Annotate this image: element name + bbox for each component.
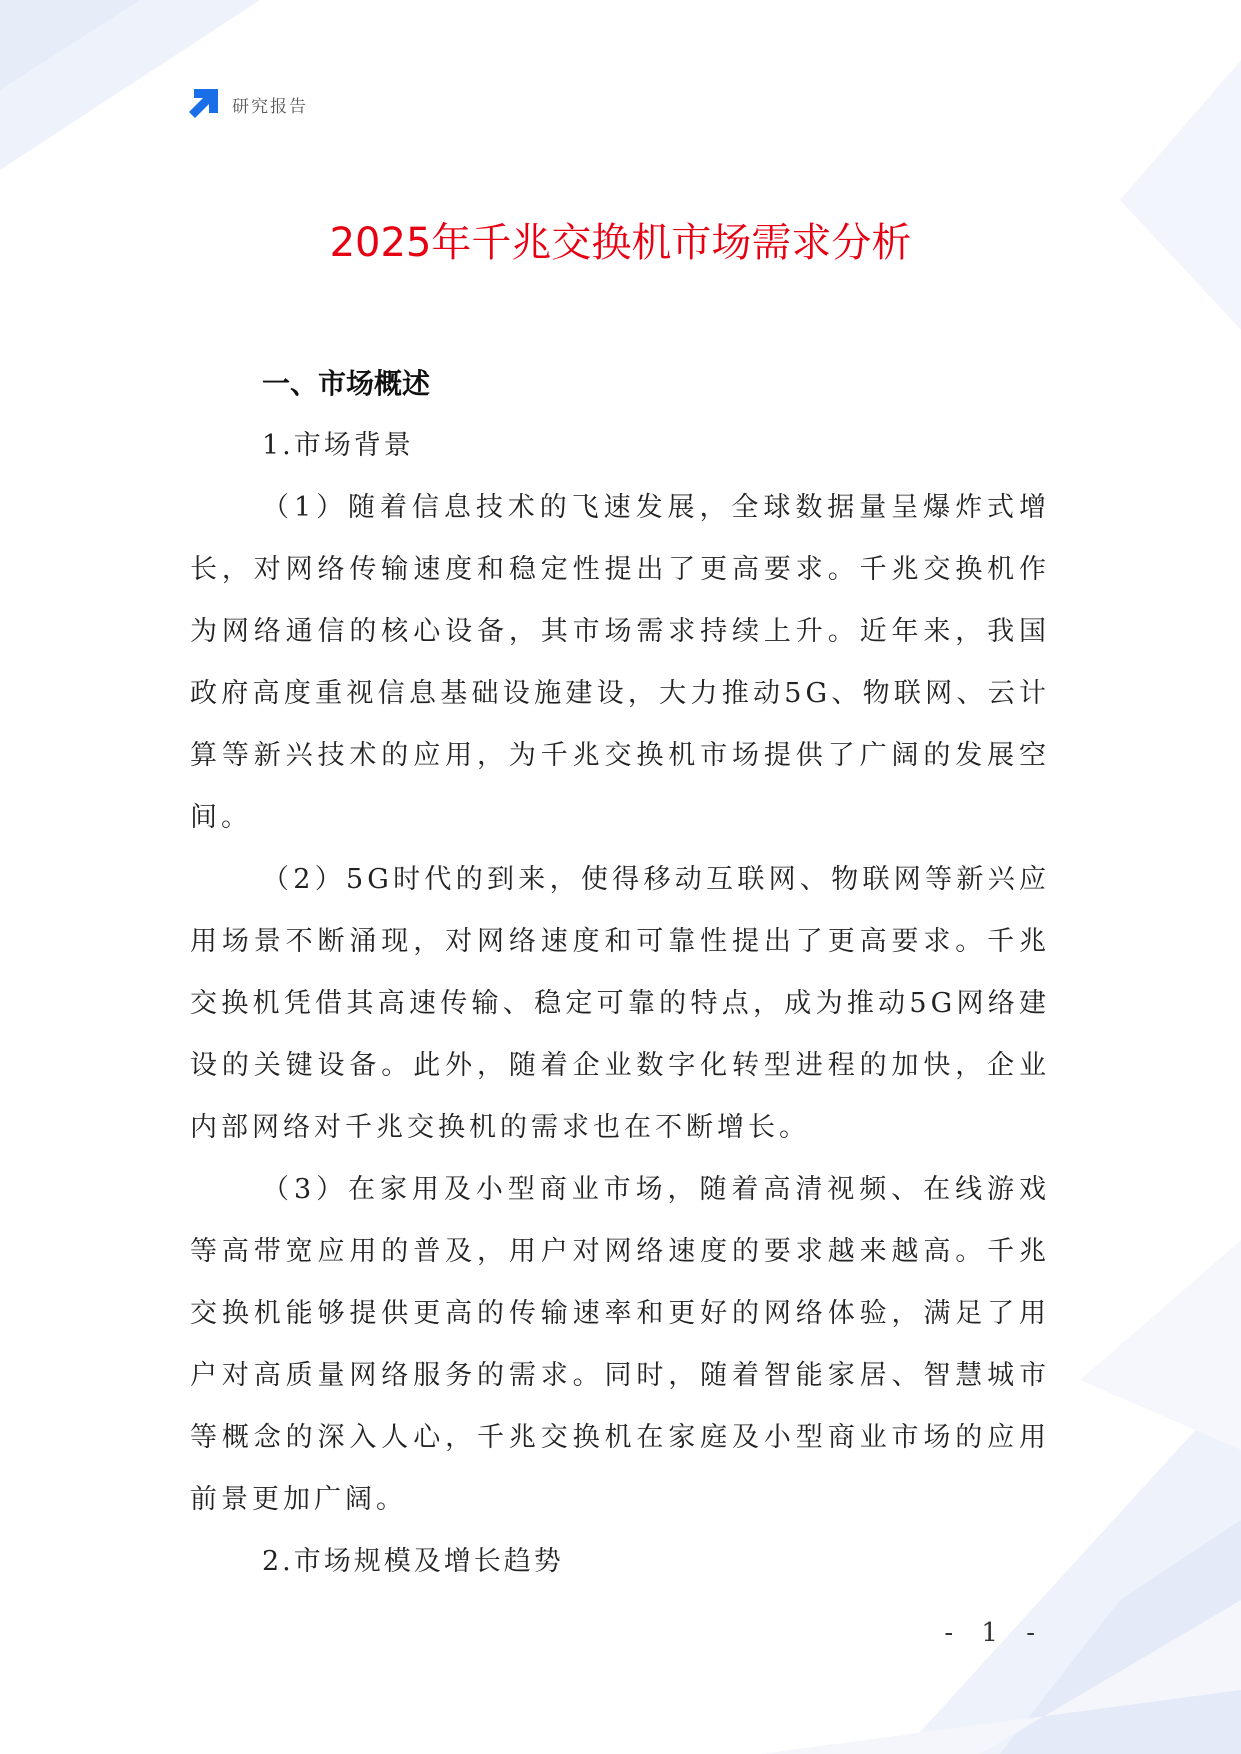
page-number: - 1 -	[944, 1618, 1045, 1648]
paragraph: （3）在家用及小型商业市场，随着高清视频、在线游戏等高带宽应用的普及，用户对网络速度的要求越来越高。千兆交换机能够提供更高的传输速率和更好的网络体验，满足了用户对高质量网络服务的需求。同时，随着智能家居、智慧城市等概念的深入人心，千兆交换机在家庭及小型商业市场的应用前景更加广阔。	[190, 1174, 1050, 1515]
arrow-up-right-icon	[186, 87, 220, 121]
section-heading: 一、市场概述	[262, 367, 431, 400]
paragraph: （1）随着信息技术的飞速发展，全球数据量呈爆炸式增长，对网络传输速度和稳定性提出了更高要求。千兆交换机作为网络通信的核心设备，其市场需求持续上升。近年来，我国政府高度重视信息基础设施建设，大力推动5G、物联网、云计算等新兴技术的应用，为千兆交换机市场提供了广阔的发展空间。	[190, 492, 1050, 833]
document-body	[190, 353, 1050, 1593]
logo-text: 研究报告	[232, 96, 308, 117]
paragraph: （2）5G时代的到来，使得移动互联网、物联网等新兴应用场景不断涌现，对网络速度和可靠性提出了更高要求。千兆交换机凭借其高速传输、稳定可靠的特点，成为推动5G网络建设的关键设备。此外，随着企业数字化转型进程的加快，企业内部网络对千兆交换机的需求也在不断增长。	[190, 864, 1050, 1143]
sub-heading: 1.市场背景	[262, 430, 414, 461]
sub-heading: 2.市场规模及增长趋势	[262, 1546, 564, 1577]
header-logo	[186, 87, 308, 121]
document-title: 2025年千兆交换机市场需求分析	[329, 220, 912, 266]
